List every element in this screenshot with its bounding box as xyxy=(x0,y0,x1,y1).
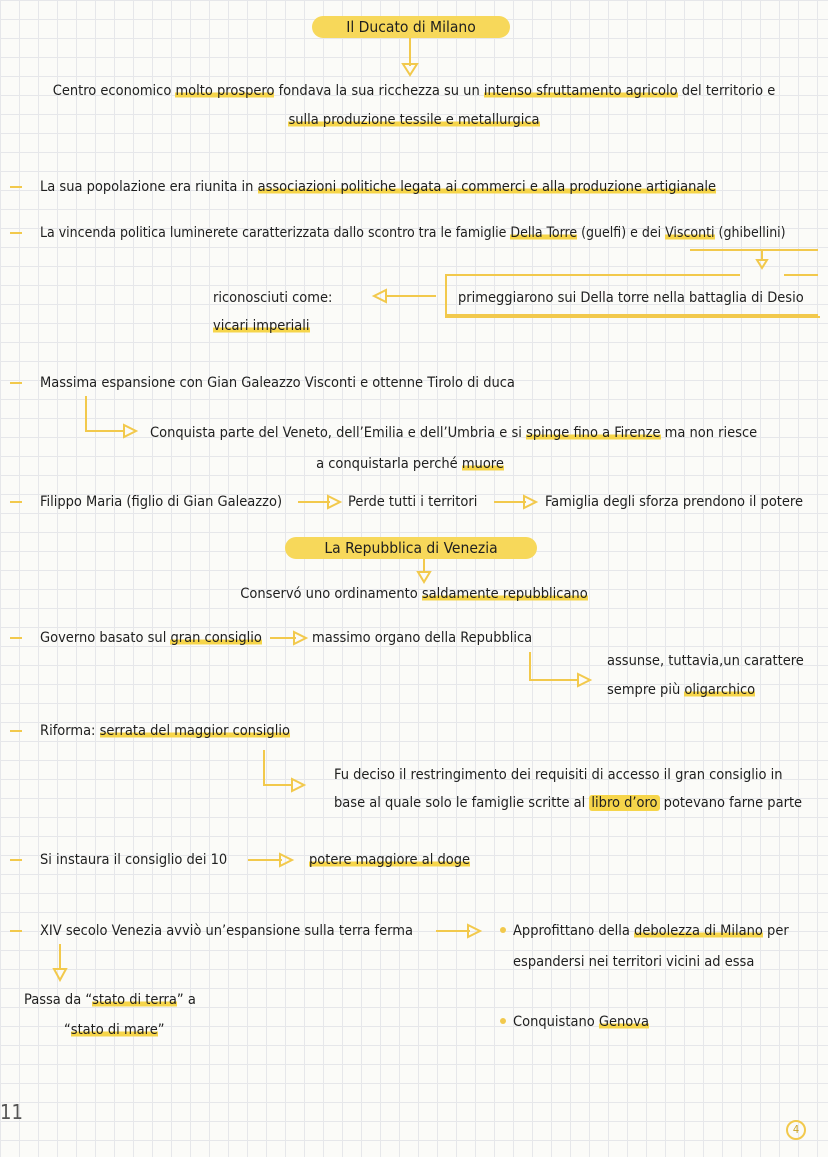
venezia-bullet-2 xyxy=(513,1012,649,1032)
venezia-riforma xyxy=(40,721,290,741)
milano-point-3-sub xyxy=(150,423,757,443)
highlight: stato di mare xyxy=(70,1022,158,1038)
highlight: serrata del maggior consiglio xyxy=(99,723,290,739)
left-page-number: 11 xyxy=(0,1100,23,1124)
milano-point-3: Massima espansione con Gian Galeazzo Visconti e ottenne Tirolo di duca xyxy=(40,375,515,391)
text: sempre più xyxy=(607,682,685,698)
text: Conquistano xyxy=(513,1014,599,1030)
text: potevano farne parte xyxy=(659,795,803,811)
intro-text: Centro economico xyxy=(52,83,176,99)
text: Riforma: xyxy=(40,723,100,739)
text: Conservó uno ordinamento xyxy=(240,586,422,602)
bullet-dash xyxy=(10,730,22,732)
milano-point-4b: Perde tutti i territori xyxy=(348,494,478,510)
milano-point-2 xyxy=(40,223,786,243)
milano-point-3-sub-2 xyxy=(150,454,670,474)
bullet-dash xyxy=(10,501,22,503)
riconosciuti-label: riconosciuti come: xyxy=(213,290,333,306)
highlight: Della Torre xyxy=(510,225,578,241)
intro-highlight: molto prospero xyxy=(175,83,275,99)
arrow-down-icon xyxy=(50,944,70,984)
box-bottom-line xyxy=(445,314,818,316)
bullet-dash xyxy=(10,382,22,384)
intro-text: fondava la sua ricchezza su un xyxy=(274,83,484,99)
venezia-governo-sub-1: assunse, tuttavia,un carattere xyxy=(607,653,804,669)
venezia-consiglio-b xyxy=(309,850,470,870)
arrow-right-icon xyxy=(270,630,310,646)
bullet-dot xyxy=(500,1018,506,1024)
highlight: gran consiglio xyxy=(170,630,262,646)
highlight: Visconti xyxy=(665,225,715,241)
intro-highlight: intenso sfruttamento agricolo xyxy=(483,83,678,99)
intro-text: del territorio e xyxy=(677,83,776,99)
venezia-consiglio: Si instaura il consiglio dei 10 xyxy=(40,852,228,868)
text: La sua popolazione era riunita in xyxy=(40,179,258,195)
arrow-right-icon xyxy=(494,494,540,510)
highlight: vicari imperiali xyxy=(213,318,310,334)
highlight: Genova xyxy=(598,1014,649,1030)
section-title-milano: Il Ducato di Milano xyxy=(312,16,510,38)
text: base al quale solo le famiglie scritte al xyxy=(334,795,590,811)
highlight: oligarchico xyxy=(684,682,756,698)
milano-point-4c: Famiglia degli sforza prendono il potere xyxy=(545,494,804,510)
text: a conquistarla perché xyxy=(316,456,462,472)
text: ” a xyxy=(176,992,196,1008)
vicari-label xyxy=(213,316,310,336)
highlight: potere maggiore al doge xyxy=(309,852,471,868)
venezia-riforma-sub-1: Fu deciso il restringimento dei requisiti di accesso il gran consiglio in xyxy=(334,767,783,783)
arrow-down-icon xyxy=(414,559,434,585)
highlight: muore xyxy=(461,456,504,472)
arrow-elbow-icon xyxy=(262,750,308,794)
box-text: primeggiarono sui Della torre nella battaglia di Desio xyxy=(458,290,804,306)
highlight: debolezza di Milano xyxy=(634,923,763,939)
intro-highlight: sulla produzione tessile e metallurgica xyxy=(288,112,540,128)
highlight: spinge fino a Firenze xyxy=(526,425,661,441)
highlight: libro d’oro xyxy=(591,795,658,811)
text: Conquista parte del Veneto, dell’Emilia e dell’Umbria e si xyxy=(150,425,527,441)
text: Governo basato sul xyxy=(40,630,171,646)
venezia-governo-sub-2 xyxy=(607,680,755,700)
text: (ghibellini) xyxy=(714,225,786,241)
arrow-right-icon xyxy=(436,923,486,939)
highlight: associazioni politiche legata ai commerci e alla produzione artigianale xyxy=(257,179,717,195)
text: Passa da “ xyxy=(24,992,93,1008)
venezia-espansione: XIV secolo Venezia avviò un’espansione sulla terra ferma xyxy=(40,923,413,939)
bullet-dash xyxy=(10,186,22,188)
venezia-bullet-1 xyxy=(513,921,789,941)
text: (guelfi) e dei xyxy=(577,225,666,241)
arrow-down-icon xyxy=(754,251,770,269)
bullet-dash xyxy=(10,859,22,861)
text: “ xyxy=(64,1022,71,1038)
bullet-dot xyxy=(500,927,506,933)
text: La vincenda politica luminerete caratterizzata dallo scontro tra le famiglie xyxy=(40,225,511,241)
milano-point-4a: Filippo Maria (figlio di Gian Galeazzo) xyxy=(40,494,283,510)
arrow-right-icon xyxy=(298,494,344,510)
arrow-right-icon xyxy=(248,852,298,868)
page-number-badge: 4 xyxy=(786,1120,806,1140)
venezia-governo-c: massimo organo della Repubblica xyxy=(312,630,533,646)
arrow-elbow-icon xyxy=(528,652,594,688)
highlight: stato di terra xyxy=(92,992,177,1008)
text: ” xyxy=(157,1022,165,1038)
text: ma non riesce xyxy=(660,425,758,441)
section-title-venezia: La Repubblica di Venezia xyxy=(285,537,537,559)
arrow-left-icon xyxy=(372,288,438,304)
venezia-intro xyxy=(150,584,678,604)
milano-intro xyxy=(20,81,808,139)
highlight: saldamente repubblicano xyxy=(421,586,588,602)
venezia-passa-2 xyxy=(64,1020,165,1040)
text: per xyxy=(762,923,789,939)
venezia-riforma-sub-2 xyxy=(334,793,802,813)
bullet-dash xyxy=(10,637,22,639)
arrow-elbow-icon xyxy=(84,396,140,442)
venezia-governo xyxy=(40,628,262,648)
arrow-down-icon xyxy=(400,38,420,78)
milano-point-1 xyxy=(40,177,716,197)
venezia-passa xyxy=(24,990,196,1010)
venezia-bullet-1-line-2: espandersi nei territori vicini ad essa xyxy=(513,954,755,970)
bullet-dash xyxy=(10,232,22,234)
text: Approfittano della xyxy=(513,923,635,939)
bullet-dash xyxy=(10,930,22,932)
